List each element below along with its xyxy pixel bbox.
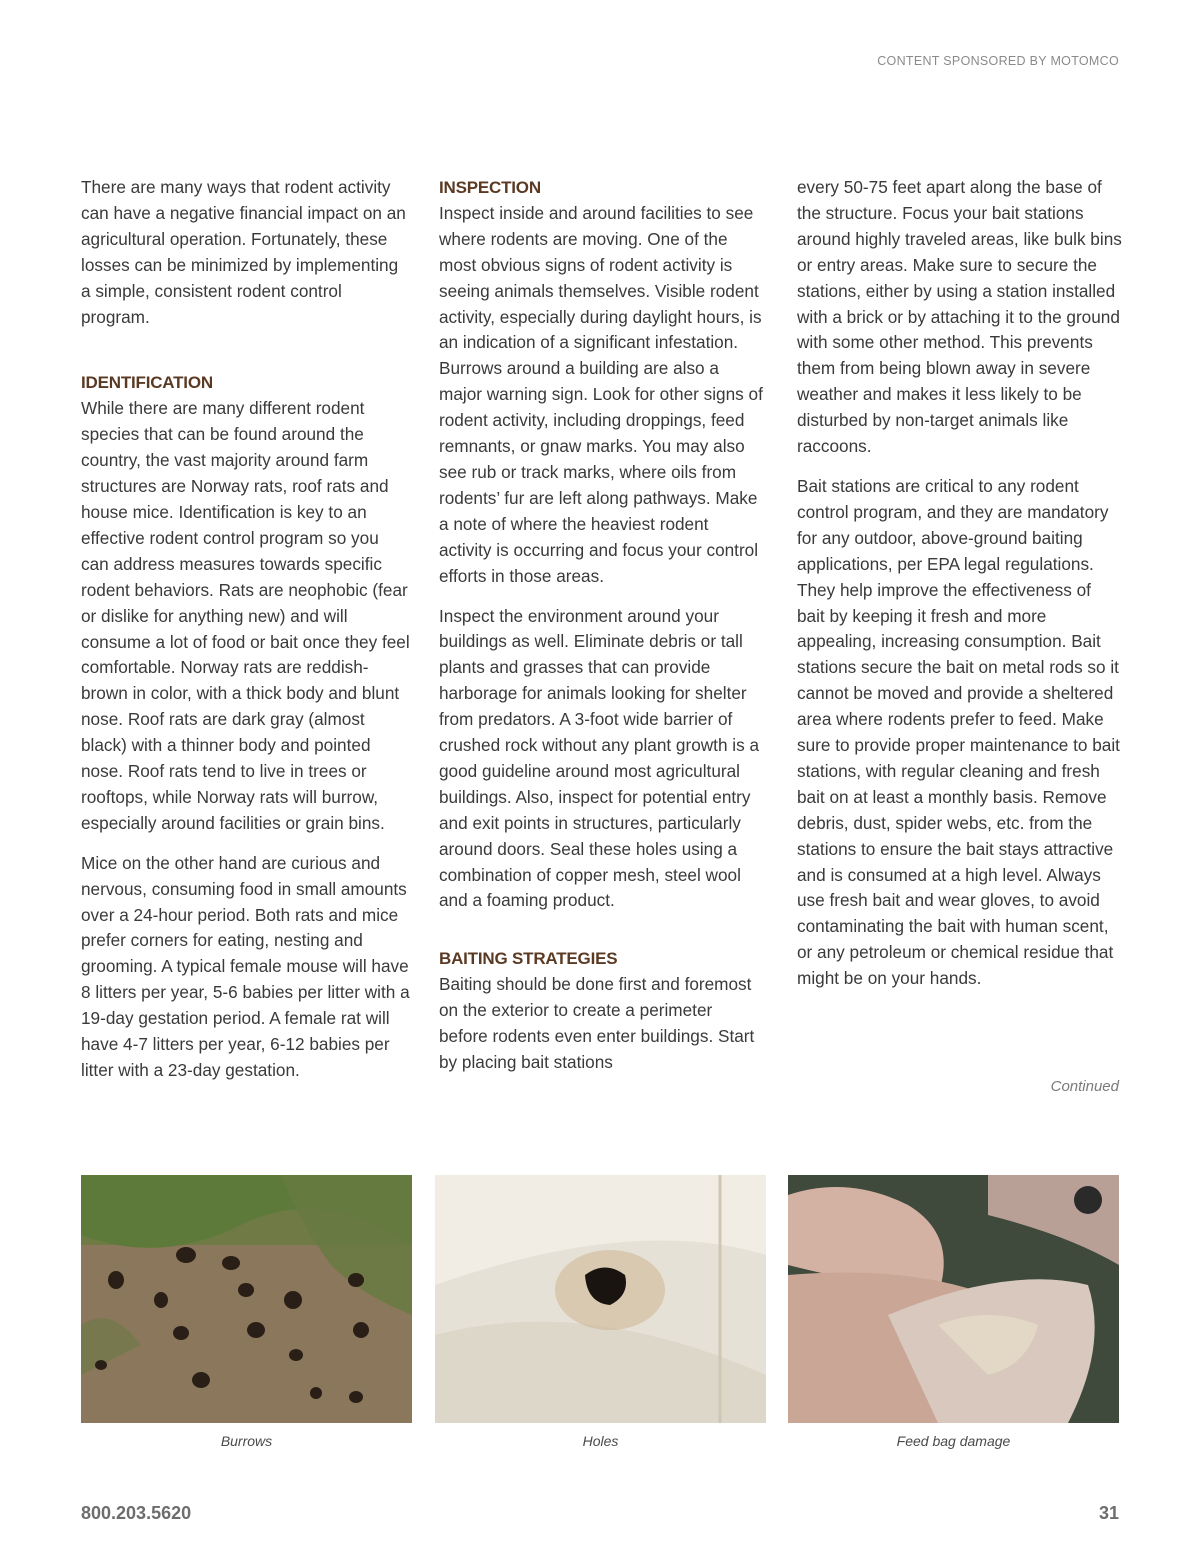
feed-bag-damage-photo xyxy=(788,1175,1119,1423)
identification-paragraph-2: Mice on the other hand are curious and nervous, consuming food in small amounts over a 24-hour period. Both rats and mice prefer corners for eating, nesting and grooming. A typical female mouse will have 8 litters per year, 5-6 babies per litter with a 19-day gestation period. A female rat will have 4-7 litters per year, 6-12 babies per litter with a 23-day gestation. xyxy=(81,852,410,1080)
burrows-caption: Burrows xyxy=(220,1433,273,1449)
identification-heading: IDENTIFICATION xyxy=(81,373,213,393)
baiting-heading: BAITING STRATEGIES xyxy=(439,949,618,969)
sponsor-line: CONTENT SPONSORED BY MOTOMCO xyxy=(877,54,1119,68)
inspection-heading: INSPECTION xyxy=(439,178,541,197)
burrows-photo xyxy=(81,1175,412,1423)
article-column-2 xyxy=(439,175,764,1090)
intro-paragraph: There are many ways that rodent activity can have a negative financial impact on an agricultural operation. Fortunately, these losses can be minimized by implementing a simple, consistent rodent control program. xyxy=(81,177,406,327)
baiting-paragraph-1: Baiting should be done first and foremost on the exterior to create a perimeter before rodents even enter buildings. Start by placing bait stations xyxy=(439,974,755,1072)
continued-label: Continued xyxy=(1050,1078,1119,1095)
article-column-1 xyxy=(81,175,411,1098)
footer-phone: 800.203.5620 xyxy=(81,1503,192,1523)
holes-caption: Holes xyxy=(582,1433,619,1449)
inspection-paragraph-1: Inspect inside and around facilities to see where rodents are moving. One of the most obvious signs of rodent activity is seeing animals themselves. Visible rodent activity, especially during daylight hours, is an indication of a significant infestation. Burrows around a building are also a major warning sign. Look for other signs of rodent activity, including droppings, feed remnants, or gnaw marks. You may also see rub or track marks, where oils from rodents’ fur are left along pathways. Make a note of where the heaviest rodent activity is occurring and focus your control efforts in those areas. xyxy=(439,202,763,586)
feed-bag-caption: Feed bag damage xyxy=(896,1433,1011,1449)
baiting-paragraph-1-continued: every 50-75 feet apart along the base of the structure. Focus your bait stations around highly traveled areas, like bulk bins or entry areas. Make sure to secure the stations, either by using a station installed with a brick or by attaching it to the ground with some other method. This prevents them from being blown away in severe weather and makes it less likely to be disturbed by non-target animals like raccoons. xyxy=(797,177,1122,457)
inspection-paragraph-2: Inspect the environment around your buildings as well. Eliminate debris or tall plants and grasses that can provide harborage for animals looking for shelter from predators. A 3-foot wide barrier of crushed rock without any plant growth is a good guideline around most agricultural buildings. Also, inspect for potential entry and exit points in structures, particularly around doors. Seal these holes using a combination of copper mesh, steel wool and a foaming product. xyxy=(439,605,760,911)
baiting-paragraph-2: Bait stations are critical to any rodent control program, and they are mandatory for any outdoor, above-ground baiting applications, per EPA legal regulations. They help improve the effectiveness of bait by keeping it fresh and more appealing, increasing consumption. Bait stations secure the bait on metal rods so it cannot be moved and provide a sheltered area where rodents prefer to feed. Make sure to provide proper maintenance to bait stations, with regular cleaning and fresh bait on at least a monthly basis. Remove debris, dust, spider webs, etc. from the stations to ensure the bait stays attractive and is consumed at a high level. Always use fresh bait and wear gloves, to avoid contaminating the bait with human scent, or any petroleum or chemical residue that might be on your hands. xyxy=(797,475,1120,989)
page-number: 31 xyxy=(1098,1503,1119,1523)
article-column-3 xyxy=(797,175,1122,1006)
holes-photo xyxy=(435,1175,766,1423)
identification-paragraph-1: While there are many different rodent species that can be found around the country, the vast majority around farm structures are Norway rats, roof rats and house mice. Identification is key to an effective rodent control program so you can address measures towards specific rodent behaviors. Rats are neophobic (fear or dislike for anything new) and will consume a lot of food or bait once they feel comfortable. Norway rats are reddish-brown in color, with a thick body and blunt nose. Roof rats are dark gray (almost black) with a thinner body and pointed nose. Roof rats tend to live in trees or rooftops, while Norway rats will burrow, especially around facilities or grain bins. xyxy=(81,398,410,833)
